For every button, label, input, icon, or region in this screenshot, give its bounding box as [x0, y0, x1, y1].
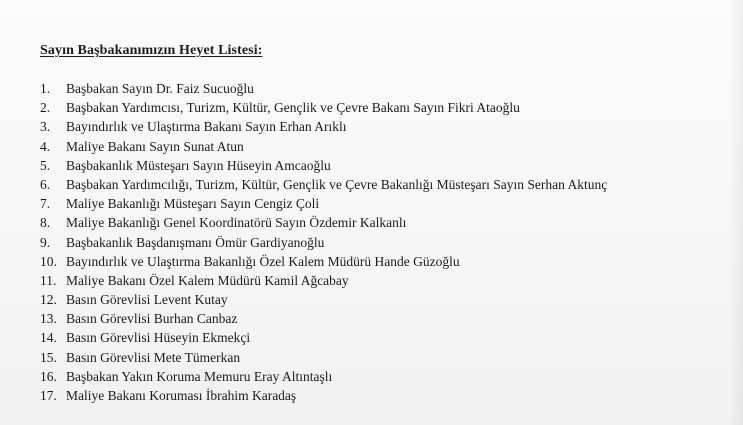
list-item-text: Başbakan Yakın Koruma Memuru Eray Altıntaşlı	[66, 368, 333, 384]
delegation-list	[40, 79, 607, 405]
list-item-number: 13.	[40, 311, 57, 327]
list-item-text: Başbakan Yardımcılığı, Turizm, Kültür, Gençlik ve Çevre Bakanlığı Müsteşarı Sayın Serhan Aktunç	[66, 176, 608, 192]
list-item-text: Başbakan Yardımcısı, Turizm, Kültür, Gençlik ve Çevre Bakanı Sayın Fikri Ataoğlu	[66, 100, 520, 116]
list-item-text: Maliye Bakanlığı Müsteşarı Sayın Cengiz Çoli	[66, 196, 320, 212]
list-item-text: Basın Görevlisi Burhan Canbaz	[66, 311, 238, 327]
list-item-number: 12.	[40, 292, 57, 308]
list-item	[40, 386, 607, 405]
list-item-text: Basın Görevlisi Mete Tümerkan	[66, 349, 241, 365]
list-item-text: Başbakan Sayın Dr. Faiz Sucuoğlu	[66, 81, 254, 96]
list-item-number: 6.	[40, 176, 51, 192]
list-item-text: Bayındırlık ve Ulaştırma Bakanlığı Özel Kalem Müdürü Hande Güzoğlu	[66, 253, 460, 269]
list-item	[40, 348, 607, 367]
list-item-number: 3.	[40, 119, 51, 135]
list-item-text: Basın Görevlisi Hüseyin Ekmekçi	[66, 330, 251, 346]
list-item-text: Başbakanlık Müsteşarı Sayın Hüseyin Amcaoğlu	[66, 157, 331, 173]
list-item-number: 9.	[40, 234, 51, 250]
list-item-number: 11.	[40, 272, 57, 288]
list-item	[40, 156, 607, 175]
list-item-number: 2.	[40, 100, 51, 116]
list-item-text: Başbakanlık Başdanışmanı Ömür Gardiyanoğlu	[66, 234, 325, 250]
list-item	[40, 309, 607, 328]
list-item	[40, 328, 607, 347]
list-item	[40, 290, 607, 309]
page-edge-shadow	[729, 0, 743, 425]
list-item	[40, 137, 607, 156]
list-item-text: Maliye Bakanı Koruması İbrahim Karadaş	[66, 388, 297, 403]
list-item-number: 4.	[40, 138, 51, 154]
list-item-text: Bayındırlık ve Ulaştırma Bakanı Sayın Erhan Arıklı	[66, 119, 347, 135]
list-item-text: Maliye Bakanı Sayın Sunat Atun	[66, 138, 244, 154]
list-item	[40, 367, 607, 386]
list-item	[40, 252, 607, 271]
list-item-number: 14.	[40, 330, 57, 346]
list-item-number: 17.	[40, 388, 57, 403]
list-item	[40, 233, 607, 252]
list-item	[40, 117, 607, 136]
list-item	[40, 175, 607, 194]
list-item	[40, 213, 607, 232]
list-item-number: 15.	[40, 349, 57, 365]
document-heading: Sayın Başbakanımızın Heyet Listesi:	[40, 43, 263, 58]
list-item	[40, 194, 607, 213]
list-item	[40, 271, 607, 290]
list-item-number: 7.	[40, 196, 51, 212]
list-item-text: Basın Görevlisi Levent Kutay	[66, 292, 228, 308]
list-item-number: 5.	[40, 157, 51, 173]
list-item-number: 1.	[40, 81, 51, 96]
list-item-number: 10.	[40, 253, 57, 269]
list-item	[40, 79, 607, 98]
list-item-text: Maliye Bakanı Özel Kalem Müdürü Kamil Ağcabay	[66, 272, 349, 288]
list-item	[40, 98, 607, 117]
list-item-number: 16.	[40, 368, 57, 384]
list-item-number: 8.	[40, 215, 51, 231]
list-item-text: Maliye Bakanlığı Genel Koordinatörü Sayın Özdemir Kalkanlı	[66, 215, 407, 231]
